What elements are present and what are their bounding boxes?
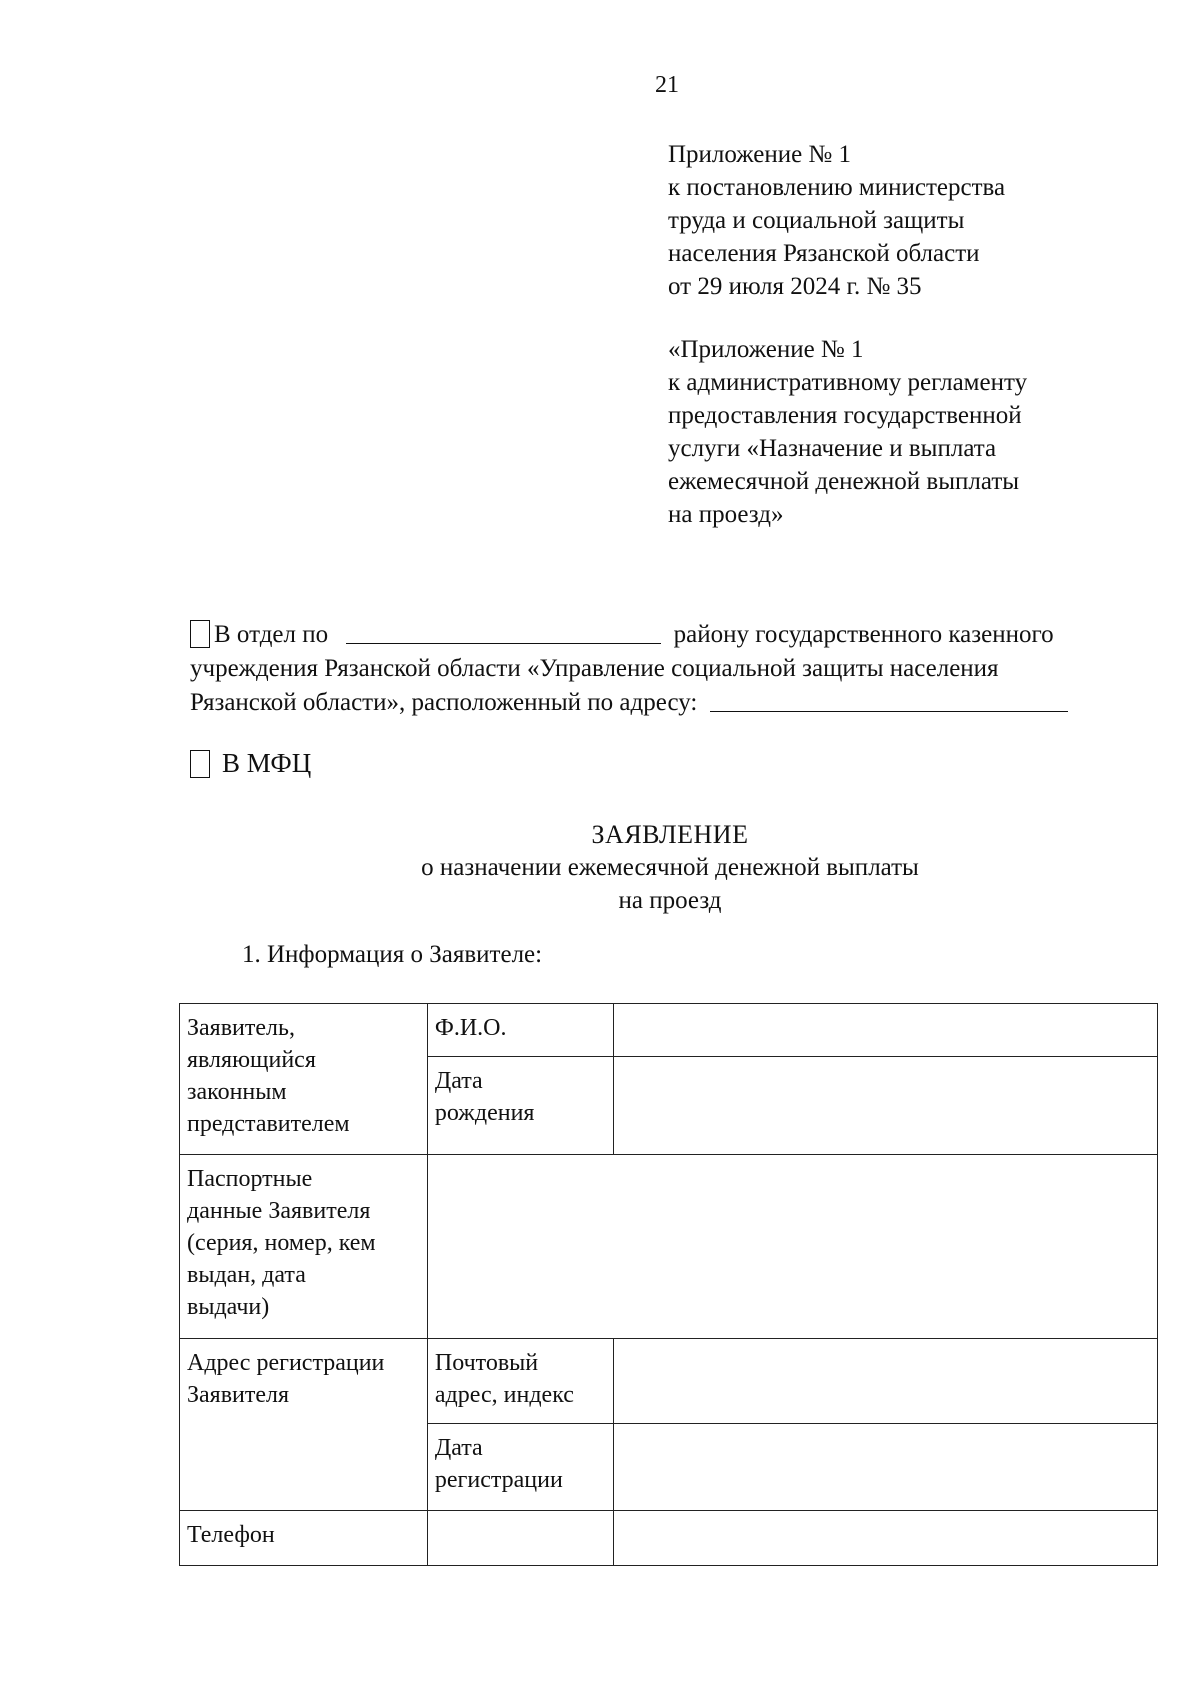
appendix-line: от 29 июля 2024 г. № 35: [668, 273, 922, 300]
appendix-line: услуги «Назначение и выплата: [668, 435, 997, 462]
department-line-2: учреждения Рязанской области «Управление социальной защиты населения: [190, 655, 999, 682]
fio-label: Ф.И.О.: [427, 1004, 613, 1057]
passport-field[interactable]: [427, 1155, 1157, 1339]
appendix-line: «Приложение № 1: [668, 336, 864, 363]
district-blank-field[interactable]: [346, 619, 661, 644]
birth-date-field[interactable]: [613, 1057, 1157, 1155]
mfc-checkbox[interactable]: [190, 750, 210, 778]
appendix-line: к постановлению министерства: [668, 174, 1006, 201]
mfc-label: В МФЦ: [222, 748, 312, 778]
page-number: 21: [655, 72, 679, 98]
statement-title: ЗАЯВЛЕНИЕ: [591, 820, 749, 849]
appendix-line: ежемесячной денежной выплаты: [668, 468, 1020, 495]
phone-field[interactable]: [427, 1511, 613, 1566]
department-line: [190, 618, 1150, 652]
appendix-line: предоставления государственной: [668, 402, 1022, 429]
postal-address-field[interactable]: [613, 1339, 1157, 1424]
phone-extra-field[interactable]: [613, 1511, 1157, 1566]
appendix-line: Приложение № 1: [668, 141, 852, 168]
statement-subtitle: о назначении ежемесячной денежной выплаты: [421, 854, 919, 881]
fio-field[interactable]: [613, 1004, 1157, 1057]
regulation-appendix-header: [668, 333, 1188, 531]
statement-heading: [0, 818, 1200, 917]
department-line-3: [190, 686, 1150, 720]
registration-address-label: Адрес регистрации Заявителя: [180, 1339, 428, 1511]
postal-address-label: Почтовый адрес, индекс: [427, 1339, 613, 1424]
section-title: Информация о Заявителе:: [267, 941, 543, 968]
registration-date-field[interactable]: [613, 1424, 1157, 1511]
department-checkbox[interactable]: [190, 620, 210, 648]
address-prefix: Рязанской области», расположенный по адресу:: [190, 689, 698, 716]
phone-label: Телефон: [180, 1511, 428, 1566]
passport-label: Паспортные данные Заявителя (серия, номер, кем выдан, дата выдачи): [180, 1155, 428, 1339]
department-suffix: району государственного казенного: [673, 621, 1054, 648]
representative-label: Заявитель, являющийся законным представителем: [180, 1004, 428, 1155]
appendix-line: на проезд»: [668, 501, 784, 528]
registration-date-label: Дата регистрации: [427, 1424, 613, 1511]
appendix-line: труда и социальной защиты: [668, 207, 965, 234]
applicant-info-table: [179, 1003, 1158, 1566]
section-number: 1.: [242, 941, 261, 968]
appendix-line: к административному регламенту: [668, 369, 1028, 396]
appendix-line: населения Рязанской области: [668, 240, 980, 267]
mfc-option: [190, 748, 311, 779]
address-blank-field[interactable]: [710, 687, 1068, 712]
birth-date-label: Дата рождения: [427, 1057, 613, 1155]
appendix-header: [668, 138, 1188, 303]
statement-subtitle: на проезд: [618, 887, 722, 914]
department-prefix: В отдел по: [214, 621, 329, 648]
department-address-block: [190, 618, 1150, 720]
section-heading: [242, 941, 542, 969]
